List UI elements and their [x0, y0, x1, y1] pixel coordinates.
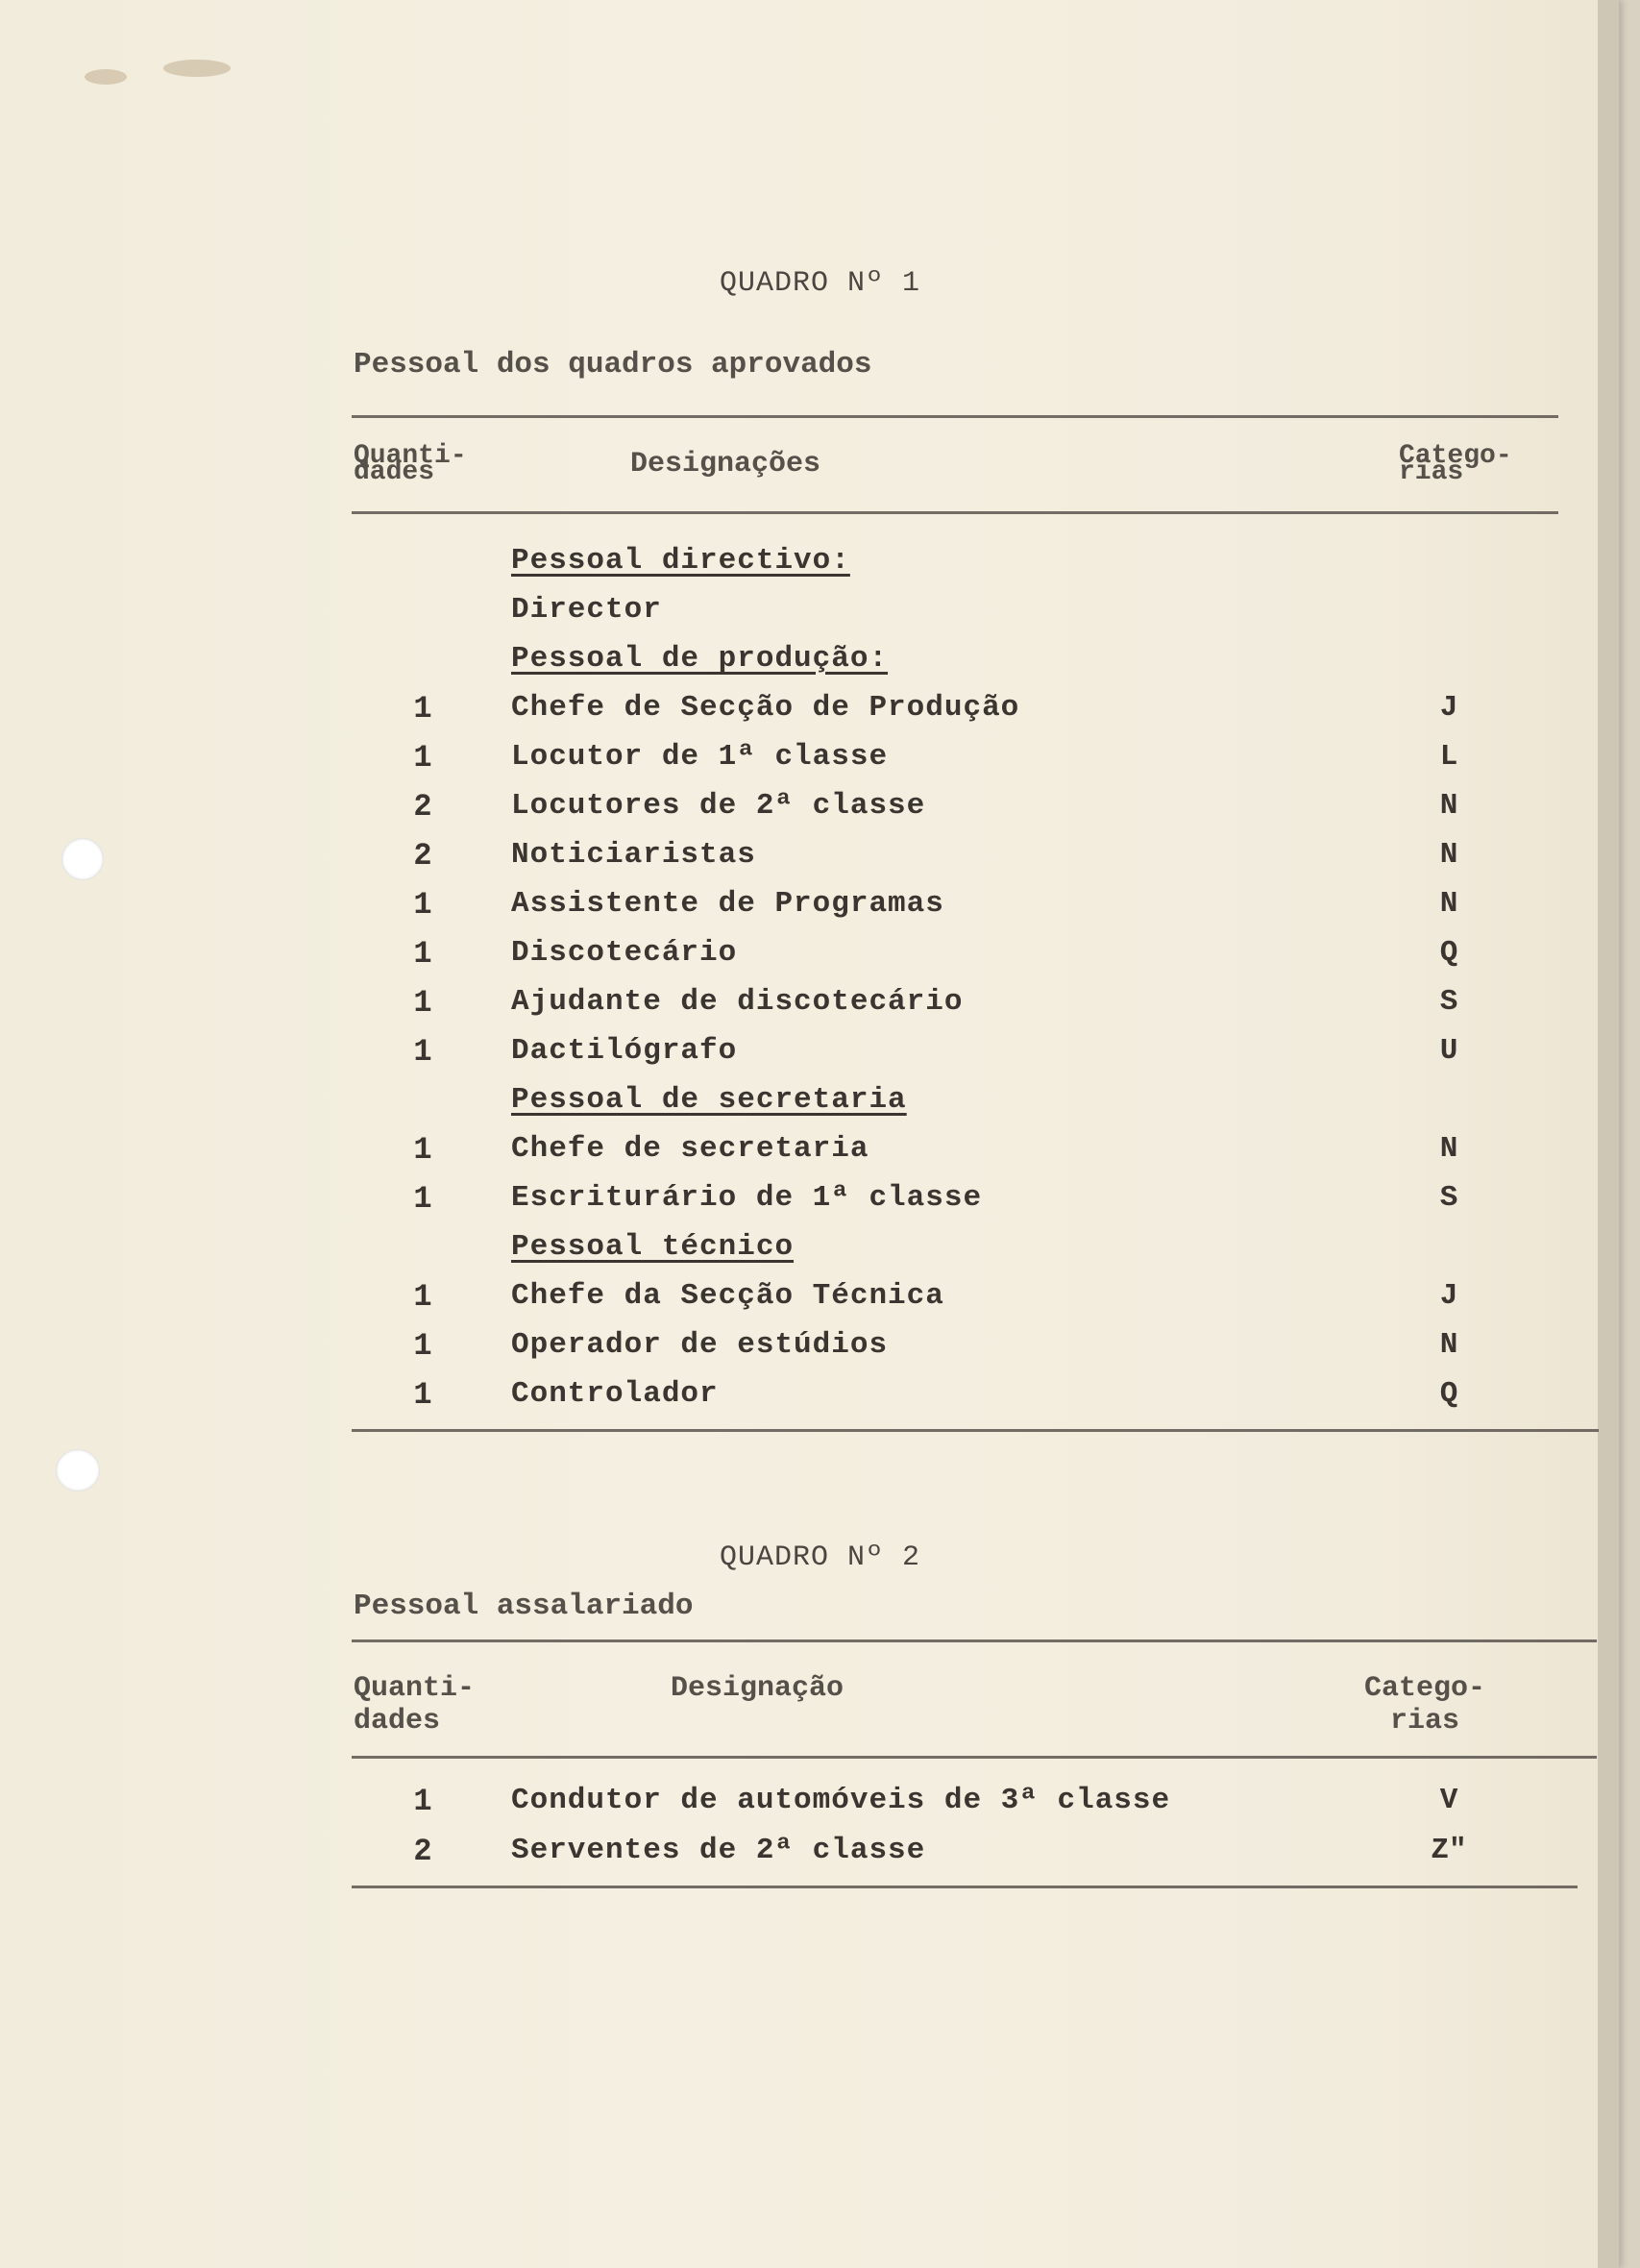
quadro2-bottom-rule [352, 1886, 1578, 1888]
table-row [0, 1834, 1640, 1882]
table-row [0, 1377, 1640, 1425]
quantity-cell: 2 [413, 1834, 432, 1869]
table-row [0, 1132, 1640, 1180]
table-row [0, 838, 1640, 886]
quadro2-header-qty: Quanti- dades [354, 1672, 476, 1738]
quantity-cell: 2 [413, 838, 432, 874]
category-cell: N [1439, 838, 1458, 872]
table-row [0, 1328, 1640, 1376]
designation-cell: Escriturário de 1ª classe [511, 1181, 983, 1215]
category-cell: Q [1439, 936, 1458, 970]
designation-cell: Locutores de 2ª classe [511, 789, 926, 823]
table-row [0, 1784, 1640, 1832]
designation-cell: Director [511, 593, 662, 627]
quantity-cell: 1 [413, 1328, 432, 1364]
quantity-cell: 1 [413, 936, 432, 972]
quantity-cell: 1 [413, 1784, 432, 1819]
category-cell: N [1439, 1328, 1458, 1362]
category-cell: S [1439, 1181, 1458, 1215]
quantity-cell: 1 [413, 887, 432, 923]
quantity-cell: 1 [413, 1034, 432, 1070]
category-cell: N [1439, 887, 1458, 921]
designation-cell: Serventes de 2ª classe [511, 1834, 926, 1867]
designation-cell: Condutor de automóveis de 3ª classe [511, 1784, 1171, 1817]
quadro1-header-qty: Quanti- dades [354, 441, 467, 487]
quantity-cell: 1 [413, 1279, 432, 1315]
category-cell: Z" [1431, 1834, 1467, 1867]
quadro2-header-rule [352, 1756, 1597, 1759]
quadro1-header-designation: Designações [630, 448, 821, 481]
table-row [0, 1279, 1640, 1327]
quadro1-header-rule [352, 511, 1558, 514]
table-row [0, 593, 1640, 641]
designation-cell: Dactilógrafo [511, 1034, 738, 1068]
quadro1-top-rule [352, 415, 1558, 418]
section-heading-row [0, 1230, 1640, 1278]
category-cell: U [1439, 1034, 1458, 1068]
table-row [0, 789, 1640, 837]
punch-hole [56, 1449, 100, 1491]
quadro2-header-category: Catego- rias [1363, 1672, 1486, 1738]
section-heading: Pessoal de secretaria [511, 1083, 907, 1117]
quantity-cell: 1 [413, 1132, 432, 1168]
category-cell: N [1439, 789, 1458, 823]
category-cell: S [1439, 985, 1458, 1019]
designation-cell: Chefe da Secção Técnica [511, 1279, 944, 1313]
section-heading: Pessoal de produção: [511, 642, 889, 676]
section-heading-row [0, 642, 1640, 690]
quadro1-title: QUADRO Nº 1 [719, 267, 921, 300]
quadro2-header-designation: Designação [671, 1672, 844, 1705]
designation-cell: Controlador [511, 1377, 719, 1411]
quantity-cell: 1 [413, 1181, 432, 1217]
section-heading: Pessoal técnico [511, 1230, 795, 1264]
table-row [0, 1181, 1640, 1229]
category-cell: N [1439, 1132, 1458, 1166]
section-heading: Pessoal directivo: [511, 544, 850, 578]
category-cell: J [1439, 1279, 1458, 1313]
paper-stain [85, 69, 127, 85]
table-row [0, 1034, 1640, 1082]
quadro1-header-category: Catego- rias [1399, 441, 1512, 487]
designation-cell: Assistente de Programas [511, 887, 944, 921]
section-heading-row [0, 1083, 1640, 1131]
quadro2-title: QUADRO Nº 2 [719, 1541, 921, 1574]
table-row [0, 936, 1640, 984]
category-cell: V [1439, 1784, 1458, 1817]
designation-cell: Locutor de 1ª classe [511, 740, 889, 774]
table-row [0, 691, 1640, 739]
table-row [0, 740, 1640, 788]
designation-cell: Chefe de secretaria [511, 1132, 869, 1166]
category-cell: J [1439, 691, 1458, 725]
quantity-cell: 2 [413, 789, 432, 825]
designation-cell: Ajudante de discotecário [511, 985, 964, 1019]
quadro1-bottom-rule [352, 1429, 1599, 1432]
section-heading-row [0, 544, 1640, 592]
quantity-cell: 1 [413, 1377, 432, 1413]
quantity-cell: 1 [413, 691, 432, 727]
designation-cell: Operador de estúdios [511, 1328, 889, 1362]
quadro1-subtitle: Pessoal dos quadros aprovados [354, 348, 872, 382]
quadro2-top-rule [352, 1639, 1597, 1642]
quantity-cell: 1 [413, 985, 432, 1021]
category-cell: Q [1439, 1377, 1458, 1411]
table-row [0, 985, 1640, 1033]
designation-cell: Discotecário [511, 936, 738, 970]
table-row [0, 887, 1640, 935]
category-cell: L [1439, 740, 1458, 774]
designation-cell: Noticiaristas [511, 838, 756, 872]
quadro2-subtitle: Pessoal assalariado [354, 1590, 694, 1623]
designation-cell: Chefe de Secção de Produção [511, 691, 1020, 725]
paper-stain [163, 60, 231, 77]
quantity-cell: 1 [413, 740, 432, 776]
